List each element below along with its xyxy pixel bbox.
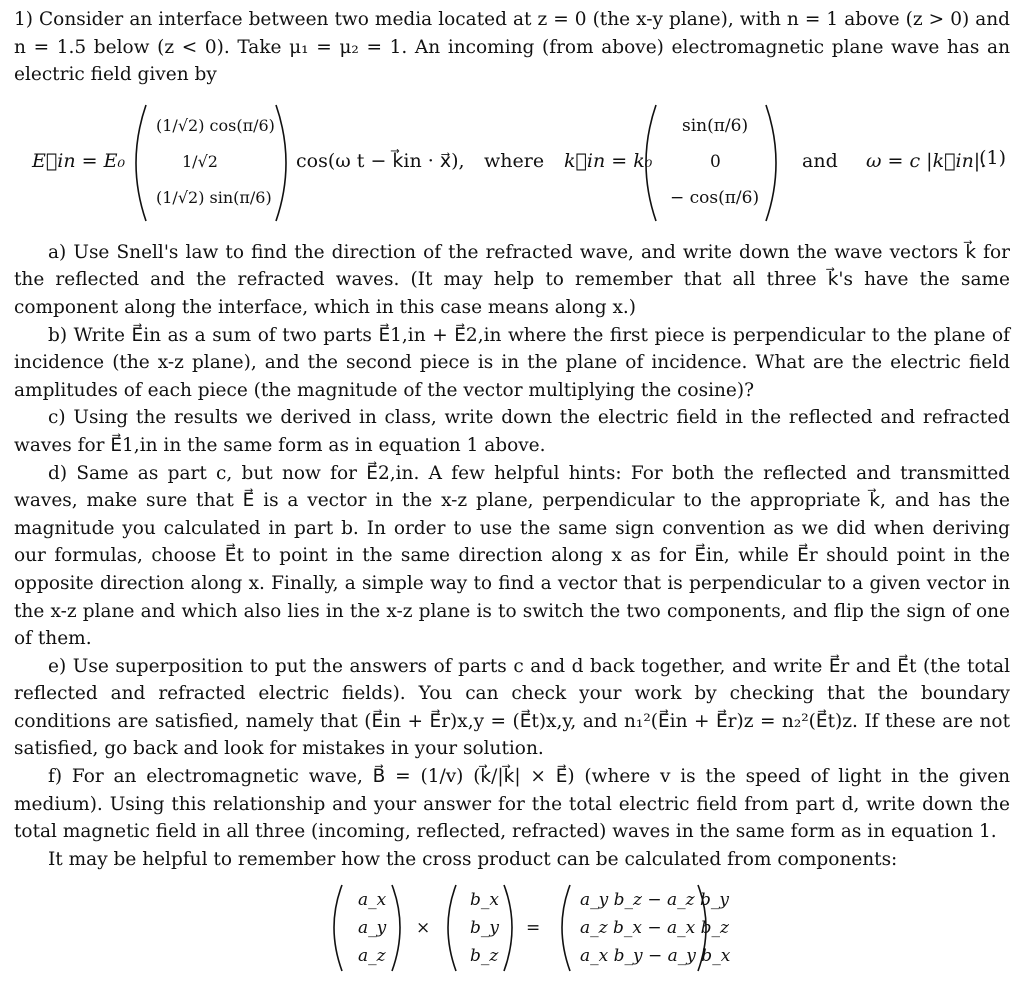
eq1-paren-left	[136, 105, 146, 221]
cp-equals: =	[526, 918, 541, 939]
eq1-phase: cos(ω t − k⃗in · x⃗),	[296, 149, 465, 172]
cp-r-x: a_y b_z − a_z b_y	[580, 890, 730, 911]
cp-r-y: a_z b_x − a_x b_z	[580, 918, 729, 939]
cp-b-x: b_x	[470, 890, 499, 911]
cp-a-z: a_z	[358, 946, 386, 967]
equation-number: (1)	[979, 146, 1006, 169]
cross-product-formula	[14, 879, 1010, 979]
cp-b-paren-left	[448, 885, 456, 971]
part-d: d) Same as part c, but now for E⃗2,in. A few helpful hints: For both the reflected and transmitted waves, make sure that E⃗ is a vector in the x-z plane, perpendicular to the appropriate k⃗, and has the magnitude you calculated in part b. In order to use the same sign convention as we did when deriving our formulas, choose E⃗t to point in the same direction along x as for E⃗in, while E⃗r should point in the opposite direction along x. Finally, a simple way to find a vector that is perpendicular to a given vector in the x-z plane and which also lies in the x-z plane is to switch the two components, and flip the sign of one of them.	[14, 462, 1010, 650]
eq1-and: and	[802, 149, 838, 172]
eq1-k-x: sin(π/6)	[682, 115, 749, 136]
cp-a-paren-left	[334, 885, 342, 971]
cp-times: ×	[416, 918, 431, 939]
cp-b-z: b_z	[470, 946, 499, 967]
eq1-k-paren-right	[766, 105, 776, 221]
part-f: f) For an electromagnetic wave, B⃗ = (1/v) (k⃗/|k⃗| × E⃗) (where v is the speed of light in the given medium). Using this relationship and your answer for the total electric field from part d, write down the total magnetic field in all three (incoming, reflected, refracted) waves in the same form as in equation 1.	[14, 766, 1010, 843]
cp-a-x: a_x	[358, 890, 387, 911]
eq1-k-lhs: k⃗in = k₀	[564, 149, 653, 172]
eq1-k-y: 0	[710, 151, 721, 172]
part-a: a) Use Snell's law to find the direction of the refracted wave, and write down the wave vectors k⃗ for the reflected and the refracted waves. (It may help to remember that all three k⃗'s have the same component along the interface, which in this case means along x.)	[14, 241, 1010, 318]
eq1-e-y: 1/√2	[182, 151, 218, 171]
part-b: b) Write E⃗in as a sum of two parts E⃗1,in + E⃗2,in where the first piece is perpendicular to the plane of incidence (the x-z plane), and the second piece is in the plane of incidence. What are the electric field amplitudes of each piece (the magnitude of the vector multiplying the cosine)?	[14, 324, 1010, 401]
eq1-e-x: (1/√2) cos(π/6)	[156, 115, 275, 135]
eq1-paren-right	[276, 105, 286, 221]
problem-intro: 1) Consider an interface between two media located at z = 0 (the x-y plane), with n = 1 above (z > 0) and n = 1.5 below (z < 0). Take μ₁ = μ₂ = 1. An incoming (from above) electromagnetic plane wave has an electric field given by	[14, 9, 1010, 86]
cp-b-y: b_y	[470, 918, 499, 939]
cp-r-paren-left	[562, 885, 570, 971]
cross-product-svg	[14, 879, 1010, 979]
equation-1	[14, 89, 1010, 239]
cp-b-paren-right	[504, 885, 512, 971]
cp-a-paren-right	[392, 885, 400, 971]
eq1-lhs: E⃗in = E₀	[32, 149, 126, 172]
eq1-where: where	[484, 149, 545, 172]
part-c: c) Using the results we derived in class, write down the electric field in the reflected and refracted waves for E⃗1,in in the same form as in equation 1 above.	[14, 407, 1010, 456]
cp-r-z: a_x b_y − a_y b_x	[580, 946, 731, 967]
eq1-omega: ω = c |k⃗in|.	[866, 149, 987, 172]
cp-a-y: a_y	[358, 918, 387, 939]
eq1-e-z: (1/√2) sin(π/6)	[156, 187, 272, 207]
cross-product-hint: It may be helpful to remember how the cross product can be calculated from components:	[48, 848, 898, 870]
equation-1-svg	[14, 89, 1010, 239]
part-e: e) Use superposition to put the answers of parts c and d back together, and write E⃗r and E⃗t (the total reflected and refracted electric fields). You can check your work by checking that the boundary conditions are satisfied, namely that (E⃗in + E⃗r)x,y = (E⃗t)x,y, and n₁²(E⃗in + E⃗r)z = n₂²(E⃗t)z. If these are not satisfied, go back and look for mistakes in your solution.	[14, 655, 1010, 760]
eq1-k-z: − cos(π/6)	[670, 187, 760, 208]
